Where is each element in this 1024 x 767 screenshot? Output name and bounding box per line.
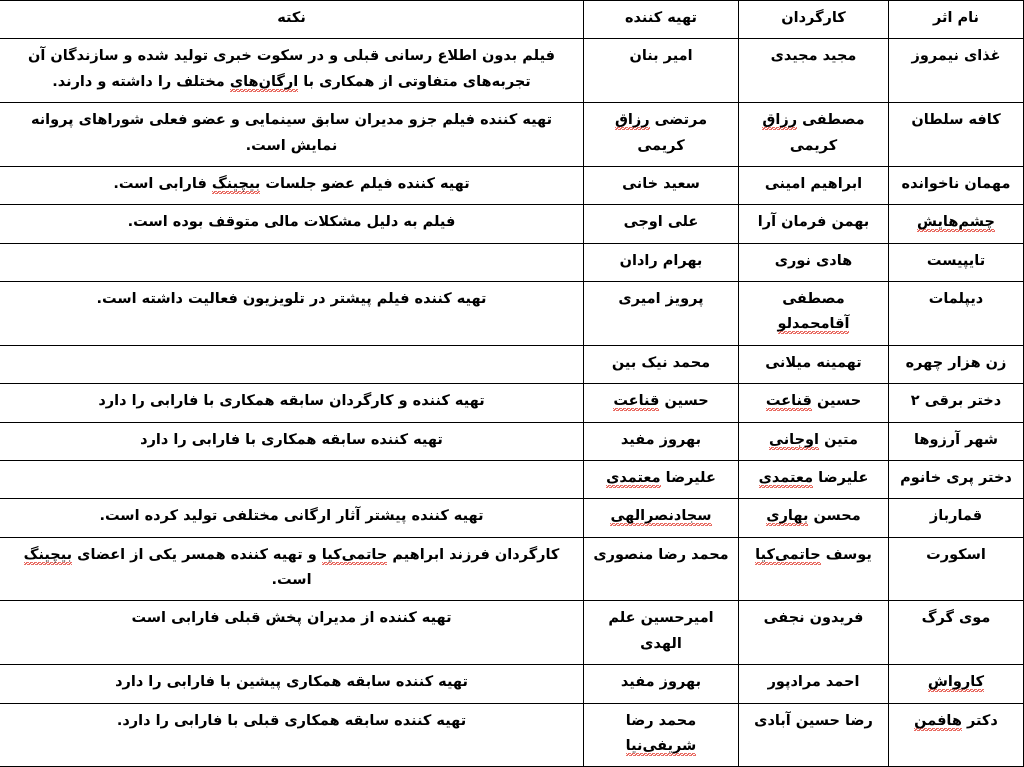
spellcheck-underline: قناعت bbox=[613, 393, 660, 410]
cell-title: دیپلمات bbox=[889, 282, 1024, 346]
cell-note: فیلم بدون اطلاع رسانی قبلی و در سکوت خبری تولید شده و سازندگان آن تجربه‌های متفاوتی از همکاری با ارگان‌های مختلف را داشته و دارند. bbox=[0, 39, 584, 103]
cell-note bbox=[0, 243, 584, 281]
column-header-director: کارگردان bbox=[739, 1, 889, 39]
cell-note bbox=[0, 460, 584, 498]
spellcheck-underline: بهاری bbox=[766, 508, 809, 525]
cell-producer: مرتضی رزاق کریمی bbox=[584, 103, 739, 167]
table-row bbox=[0, 103, 1024, 167]
cell-title bbox=[889, 205, 1024, 243]
cell-producer: محمد رضا شریفی‌نیا bbox=[584, 703, 739, 767]
cell-director: محسن بهاری bbox=[739, 499, 889, 537]
cell-director: بهمن فرمان آرا bbox=[739, 205, 889, 243]
cell-note: تهیه کننده فیلم جزو مدیران سابق سینمایی و عضو فعلی شوراهای پروانه نمایش است. bbox=[0, 103, 584, 167]
cell-director: مصطفی آقامحمدلو bbox=[739, 282, 889, 346]
cell-producer: امیرحسین علم الهدی bbox=[584, 601, 739, 665]
cell-director: هادی نوری bbox=[739, 243, 889, 281]
cell-director: یوسف حاتمی‌کیا bbox=[739, 537, 889, 601]
cell-title: غذای نیمروز bbox=[889, 39, 1024, 103]
cell-producer: بهروز مفید bbox=[584, 422, 739, 460]
cell-title: دختر پری خانوم bbox=[889, 460, 1024, 498]
cell-producer: علی اوجی bbox=[584, 205, 739, 243]
spellcheck-underline: رزاق bbox=[762, 112, 798, 129]
spellcheck-underline: حاتمی‌کیا bbox=[755, 546, 821, 563]
spellcheck-underline: اوجانی bbox=[769, 431, 820, 448]
table-row bbox=[0, 665, 1024, 703]
cell-producer: بهروز مفید bbox=[584, 665, 739, 703]
table-row bbox=[0, 537, 1024, 601]
column-header-note: نکته bbox=[0, 1, 584, 39]
cell-director: علیرضا معتمدی bbox=[739, 460, 889, 498]
cell-producer: بهرام رادان bbox=[584, 243, 739, 281]
table-header bbox=[0, 1, 1024, 39]
spellcheck-underline: آقامحمدلو bbox=[777, 316, 850, 333]
cell-note: تهیه کننده سابقه همکاری با فارابی را دارد bbox=[0, 422, 584, 460]
cell-title: مهمان ناخوانده bbox=[889, 166, 1024, 204]
cell-title: تایپیست bbox=[889, 243, 1024, 281]
table-row bbox=[0, 601, 1024, 665]
cell-producer: علیرضا معتمدی bbox=[584, 460, 739, 498]
spellcheck-underline: بیچینگ bbox=[23, 546, 73, 563]
column-header-producer: تهیه کننده bbox=[584, 1, 739, 39]
table-row bbox=[0, 703, 1024, 767]
cell-note: تهیه کننده فیلم عضو جلسات بیچینگ فارابی است. bbox=[0, 166, 584, 204]
table-row bbox=[0, 384, 1024, 422]
column-header-title: نام اثر bbox=[889, 1, 1024, 39]
cell-title bbox=[889, 665, 1024, 703]
cell-director: احمد مرادپور bbox=[739, 665, 889, 703]
spellcheck-underline: سجادنصرالهی bbox=[610, 508, 712, 525]
cell-director: رضا حسین آبادی bbox=[739, 703, 889, 767]
table-row bbox=[0, 282, 1024, 346]
table-row bbox=[0, 460, 1024, 498]
table-row bbox=[0, 39, 1024, 103]
cell-note bbox=[0, 345, 584, 383]
cell-note: تهیه کننده سابقه همکاری قبلی با فارابی را دارد. bbox=[0, 703, 584, 767]
spellcheck-underline: هافمن bbox=[914, 712, 962, 729]
cell-director: فریدون نجفی bbox=[739, 601, 889, 665]
cell-note: فیلم به دلیل مشکلات مالی متوقف بوده است. bbox=[0, 205, 584, 243]
cell-title: دکتر هافمن bbox=[889, 703, 1024, 767]
spellcheck-underline: شریفی‌نیا bbox=[625, 737, 697, 754]
cell-title: کافه سلطان bbox=[889, 103, 1024, 167]
cell-note: تهیه کننده و کارگردان سابقه همکاری با فارابی را دارد bbox=[0, 384, 584, 422]
cell-producer: سعید خانی bbox=[584, 166, 739, 204]
cell-note: تهیه کننده پیشتر آثار ارگانی مختلفی تولید کرده است. bbox=[0, 499, 584, 537]
table-header-row bbox=[0, 1, 1024, 39]
cell-title: دختر برقی ۲ bbox=[889, 384, 1024, 422]
table-body bbox=[0, 39, 1024, 767]
cell-director: حسین قناعت bbox=[739, 384, 889, 422]
cell-producer: حسین قناعت bbox=[584, 384, 739, 422]
spellcheck-underline: رزاق bbox=[614, 112, 650, 129]
table-row bbox=[0, 499, 1024, 537]
cell-note: تهیه کننده از مدیران پخش قبلی فارابی است bbox=[0, 601, 584, 665]
cell-producer bbox=[584, 499, 739, 537]
cell-director: تهمینه میلانی bbox=[739, 345, 889, 383]
spellcheck-underline: معتمدی bbox=[758, 469, 814, 486]
cell-title: قمارباز bbox=[889, 499, 1024, 537]
spellcheck-underline: چشم‌هایش bbox=[916, 214, 995, 231]
table-row bbox=[0, 205, 1024, 243]
cell-note: تهیه کننده سابقه همکاری پیشین با فارابی را دارد bbox=[0, 665, 584, 703]
cell-producer: امیر بنان bbox=[584, 39, 739, 103]
cell-director: مجید مجیدی bbox=[739, 39, 889, 103]
cell-producer: محمد رضا منصوری bbox=[584, 537, 739, 601]
cell-director: ابراهیم امینی bbox=[739, 166, 889, 204]
spellcheck-underline: حاتمی‌کیا bbox=[321, 546, 388, 563]
spellcheck-underline: بیچینگ bbox=[211, 175, 261, 192]
table-row bbox=[0, 166, 1024, 204]
table-row bbox=[0, 243, 1024, 281]
spellcheck-underline: معتمدی bbox=[606, 469, 661, 486]
cell-director: مصطفی رزاق کریمی bbox=[739, 103, 889, 167]
cell-title: شهر آرزوها bbox=[889, 422, 1024, 460]
cell-producer: محمد نیک بین bbox=[584, 345, 739, 383]
spellcheck-underline: ارگان‌های bbox=[229, 73, 299, 90]
cell-title: اسکورت bbox=[889, 537, 1024, 601]
cell-title: موی گرگ bbox=[889, 601, 1024, 665]
table-row bbox=[0, 422, 1024, 460]
spellcheck-underline: کارواش bbox=[927, 674, 985, 691]
cell-note: کارگردان فرزند ابراهیم حاتمی‌کیا و تهیه کننده همسر یکی از اعضای بیچینگ است. bbox=[0, 537, 584, 601]
table-row bbox=[0, 345, 1024, 383]
spellcheck-underline: قناعت bbox=[765, 393, 812, 410]
cell-director: متین اوجانی bbox=[739, 422, 889, 460]
cell-producer: پرویز امیری bbox=[584, 282, 739, 346]
cell-title: زن هزار چهره bbox=[889, 345, 1024, 383]
cell-note: تهیه کننده فیلم پیشتر در تلویزیون فعالیت داشته است. bbox=[0, 282, 584, 346]
